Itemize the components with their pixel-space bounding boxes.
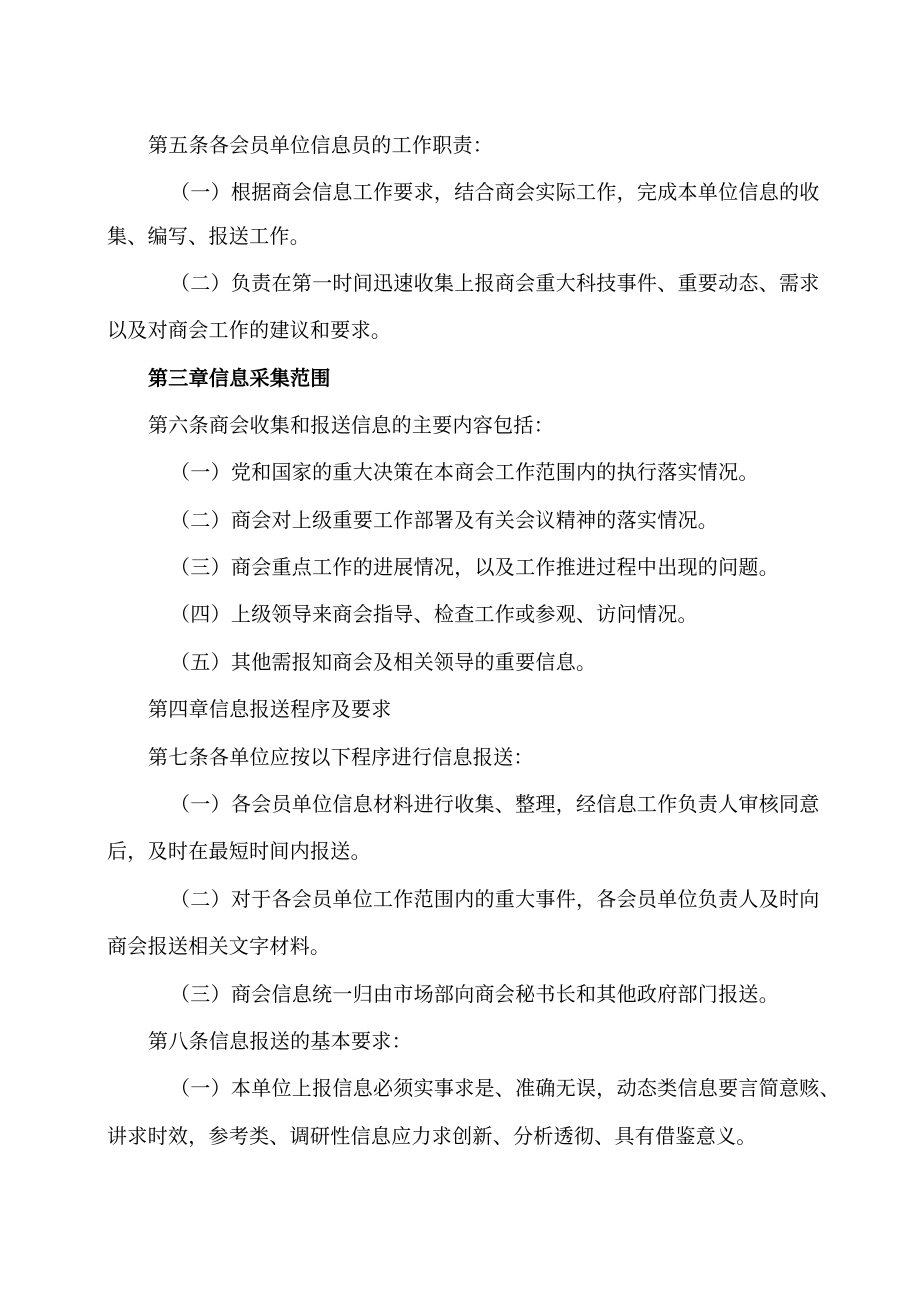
article-6-item-3: （三）商会重点工作的进展情况，以及工作推进过程中出现的问题。 [170,555,779,579]
article-5-item-2: （二）负责在第一时间迅速收集上报商会重大科技事件、重要动态、需求 [170,271,820,295]
article-6-item-5: （五）其他需报知商会及相关领导的重要信息。 [170,650,597,674]
article-8-item-1: （一）本单位上报信息必须实事求是、准确无误，动态类信息要言简意赅、 [170,1076,840,1100]
article-8-item-1-cont: 讲求时效，参考类、调研性信息应力求创新、分析透彻、具有借鉴意义。 [107,1124,757,1148]
article-7-item-2-cont: 商会报送相关文字材料。 [107,934,331,958]
chapter-4-heading: 第四章信息报送程序及要求 [148,697,392,721]
article-6-item-1: （一）党和国家的重大决策在本商会工作范围内的执行落实情况。 [170,460,759,484]
article-6-item-4: （四）上级领导来商会指导、检查工作或参观、访问情况。 [170,602,698,626]
article-5-item-1-cont: 集、编写、报送工作。 [107,224,310,248]
article-7-item-2: （二）对于各会员单位工作范围内的重大事件，各会员单位负责人及时向 [170,887,820,911]
article-6-item-2: （二）商会对上级重要工作部署及有关会议精神的落实情况。 [170,508,719,532]
article-7-item-1: （一）各会员单位信息材料进行收集、整理，经信息工作负责人审核同意 [170,792,820,816]
article-7-item-3: （三）商会信息统一归由市场部向商会秘书长和其他政府部门报送。 [170,982,779,1006]
article-5-heading: 第五条各会员单位信息员的工作职责： [148,133,494,157]
article-6-heading: 第六条商会收集和报送信息的主要内容包括： [148,413,554,437]
article-7-heading: 第七条各单位应按以下程序进行信息报送： [148,745,534,769]
article-8-heading: 第八条信息报送的基本要求： [148,1029,412,1053]
chapter-3-heading: 第三章信息采集范围 [148,366,331,390]
article-7-item-1-cont: 后，及时在最短时间内报送。 [107,839,371,863]
article-5-item-2-cont: 以及对商会工作的建议和要求。 [107,318,392,342]
article-5-item-1: （一）根据商会信息工作要求，结合商会实际工作，完成本单位信息的收 [170,180,820,204]
